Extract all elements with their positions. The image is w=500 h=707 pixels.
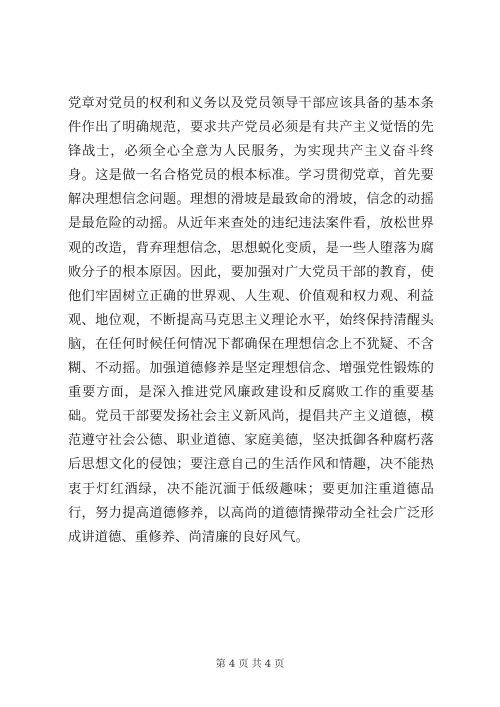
body-paragraph: 党章对党员的权利和义务以及党员领导干部应该具备的基本条件作出了明确规范，要求共产党员必须是有共产主义觉悟的先锋战士，必须全心全意为人民服务，为实现共产主义奋斗终身。这是做一名合格党员的根本标准。学习贯彻党章，首先要解决理想信念问题。理想的滑坡是最致命的滑坡，信念的动摇是最危险的动摇。从近年来查处的违纪违法案件看，放松世界观的改造，背弃理想信念，思想蜕化变质，是一些人堕落为腐败分子的根本原因。因此，要加强对广大党员干部的教育，使他们牢固树立正确的世界观、人生观、价值观和权力观、利益观、地位观，不断提高马克思主义理论水平，始终保持清醒头脑，在任何时候任何情况下都确保在理想信念上不犹疑、不含糊、不动摇。加强道德修养是坚定理想信念、增强党性锻炼的重要方面，是深入推进党风廉政建设和反腐败工作的重要基础。党员干部要发扬社会主义新风尚，提倡共产主义道德，模范遵守社会公德、职业道德、家庭美德，坚决抵御各种腐朽落后思想文化的侵蚀；要注意自己的生活作风和情趣，决不能热衷于灯红酒绿，决不能沉湎于低级趣味；要更加注重道德品行，努力提高道德修养，以高尚的道德情操带动全社会广泛形成讲道德、重修养、尚清廉的良好风气。 [68,96,434,545]
page-number-footer: 第 4 页 共 4 页 [215,659,285,670]
